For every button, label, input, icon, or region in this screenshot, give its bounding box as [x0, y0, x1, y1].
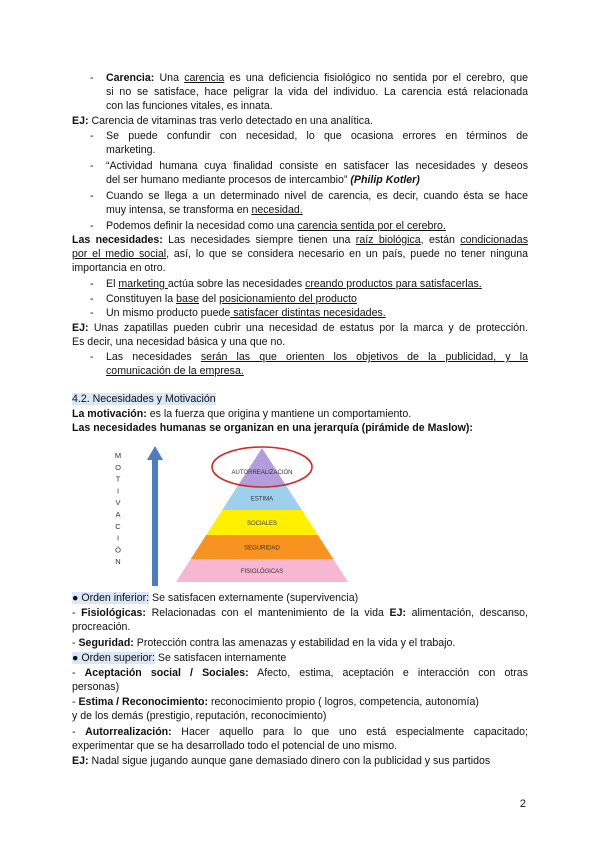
fisiologicas-line-1: - Fisiológicas: Relacionadas con el mantenimiento de la vida EJ: alimentación, descanso,: [72, 607, 528, 619]
pyramid-level: [238, 448, 287, 486]
bullet-objetivos-1: Las necesidades serán las que orienten los objetivos de la publicidad, y la: [106, 351, 528, 363]
seguridad-line: - Seguridad: Protección contra las amenazas y estabilidad en la vida y el trabajo.: [72, 637, 456, 649]
dash-bullet: -: [90, 130, 94, 142]
dash-bullet: -: [90, 190, 94, 202]
bullet-confundir-1: Se puede confundir con necesidad, lo que ocasiona errores en términos de: [106, 130, 528, 142]
pyramid-level-label: SEGURIDAD: [244, 545, 280, 552]
vertical-letter: M: [114, 451, 122, 460]
pyramid-level-label: SOCIALES: [246, 521, 278, 527]
sociales-line-2: personas): [72, 681, 120, 693]
arrow-head: [147, 446, 163, 460]
dash-bullet: -: [90, 160, 94, 172]
necesidades-line-2: por el medio social, así, lo que se considera necesario en un país, puede no tener ninguna: [72, 248, 529, 260]
ej-nadal: EJ: Nadal sigue jugando aunque gane demasiado dinero con la publicidad y sus partidos: [72, 755, 491, 767]
vertical-letter: I: [116, 486, 120, 496]
jerarquia-heading: Las necesidades humanas se organizan en una jerarquía (pirámide de Maslow):: [72, 422, 473, 434]
carencia-line-1: Carencia: Una carencia es una deficiencia fisiológico no sentida por el cerebro, que: [106, 72, 528, 84]
necesidades-line-1: Las necesidades: Las necesidades siempre tienen una raíz biológica, están condicionadas: [72, 234, 528, 246]
bullet-producto: Un mismo producto puede satisfacer distintas necesidades.: [106, 307, 386, 319]
ej-carencia: EJ: Carencia de vitaminas tras verlo detectado en una analítica.: [72, 115, 373, 127]
pyramid-level-label: AUTORREALIZACIÓN: [231, 470, 293, 476]
bullet-kotler-1: “Actividad humana cuya finalidad consiste en satisfacer las necesidades y deseos: [106, 160, 528, 172]
bullet-nivel-2: muy intensa, se transforma en necesidad.: [106, 204, 303, 216]
ej-zapatillas-2: Es decir, una necesidad básica y una que no.: [72, 336, 286, 348]
bullet-base: Constituyen la base del posicionamiento del producto: [106, 293, 357, 305]
pyramid-level-label: FISIOLÓGICAS: [240, 569, 284, 575]
vertical-letter: A: [115, 510, 121, 519]
vertical-letter: Ó: [115, 545, 121, 555]
motivation-arrow: [147, 446, 163, 586]
bullet-marketing: El marketing actúa sobre las necesidades creando productos para satisfacerlas.: [106, 278, 482, 290]
carencia-line-2: si no se satisface, hace peligrar la vida del individuo. La carencia está relacionada: [106, 86, 528, 98]
dash-bullet: -: [90, 351, 94, 363]
pyramid-level-label: ESTIMA: [250, 496, 274, 503]
bullet-kotler-2: del ser humano mediante procesos de intercambio” (Philip Kotler): [106, 174, 420, 186]
autorrealizacion-line-2: experimentar que se ha desarrollado todo el potencial de uno mismo.: [72, 740, 398, 752]
carencia-line-3: con las funciones vitales, es innata.: [106, 100, 273, 112]
dash-bullet: -: [90, 278, 94, 290]
autorrealizacion-line-1: - Autorrealización: Hacer aquello para lo que uno está especialmente capacitado;: [72, 726, 528, 738]
sociales-line-1: - Aceptación social / Sociales: Afecto, estima, aceptación e interacción con otras: [72, 667, 528, 679]
necesidades-line-3: importancia en otro.: [72, 262, 166, 274]
bullet-objetivos-2: comunicación de la empresa.: [106, 365, 244, 377]
vertical-letter: N: [115, 557, 121, 567]
bullet-nivel-1: Cuando se llega a un determinado nivel de carencia, es decir, cuando ésta se hace: [106, 190, 528, 202]
section-heading: 4.2. Necesidades y Motivación: [72, 393, 216, 405]
arrow-shaft: [152, 458, 158, 586]
estima-line-2: y de los demás (prestigio, reputación, reconocimiento): [72, 710, 327, 722]
vertical-letter: C: [115, 521, 121, 531]
dash-bullet: -: [90, 307, 94, 319]
motivacion-definition: La motivación: es la fuerza que origina y mantiene un comportamiento.: [72, 408, 412, 420]
dash-bullet: -: [90, 72, 94, 84]
vertical-letter: V: [115, 498, 121, 508]
bullet-confundir-2: marketing.: [106, 144, 156, 156]
dash-bullet: -: [90, 220, 94, 232]
orden-inferior: ● Orden inferior: Se satisfacen externamente (supervivencia): [72, 592, 359, 604]
vertical-letter: O: [115, 462, 121, 472]
estima-line-1: - Estima / Reconocimiento: reconocimiento propio ( logros, competencia, autonomía): [72, 696, 479, 708]
fisiologicas-line-2: procreación.: [72, 621, 131, 633]
vertical-letter: T: [115, 474, 121, 484]
motivacion-vertical-label: [115, 451, 121, 566]
ej-zapatillas-1: EJ: Unas zapatillas pueden cubrir una necesidad de estatus por la marca y de protección.: [72, 322, 528, 334]
bullet-definir: Podemos definir la necesidad como una carencia sentida por el cerebro.: [106, 220, 446, 232]
orden-superior: ● Orden superior: Se satisfacen internamente: [72, 652, 287, 664]
dash-bullet: -: [90, 293, 94, 305]
page-number: 2: [519, 798, 526, 810]
vertical-letter: I: [116, 533, 120, 543]
